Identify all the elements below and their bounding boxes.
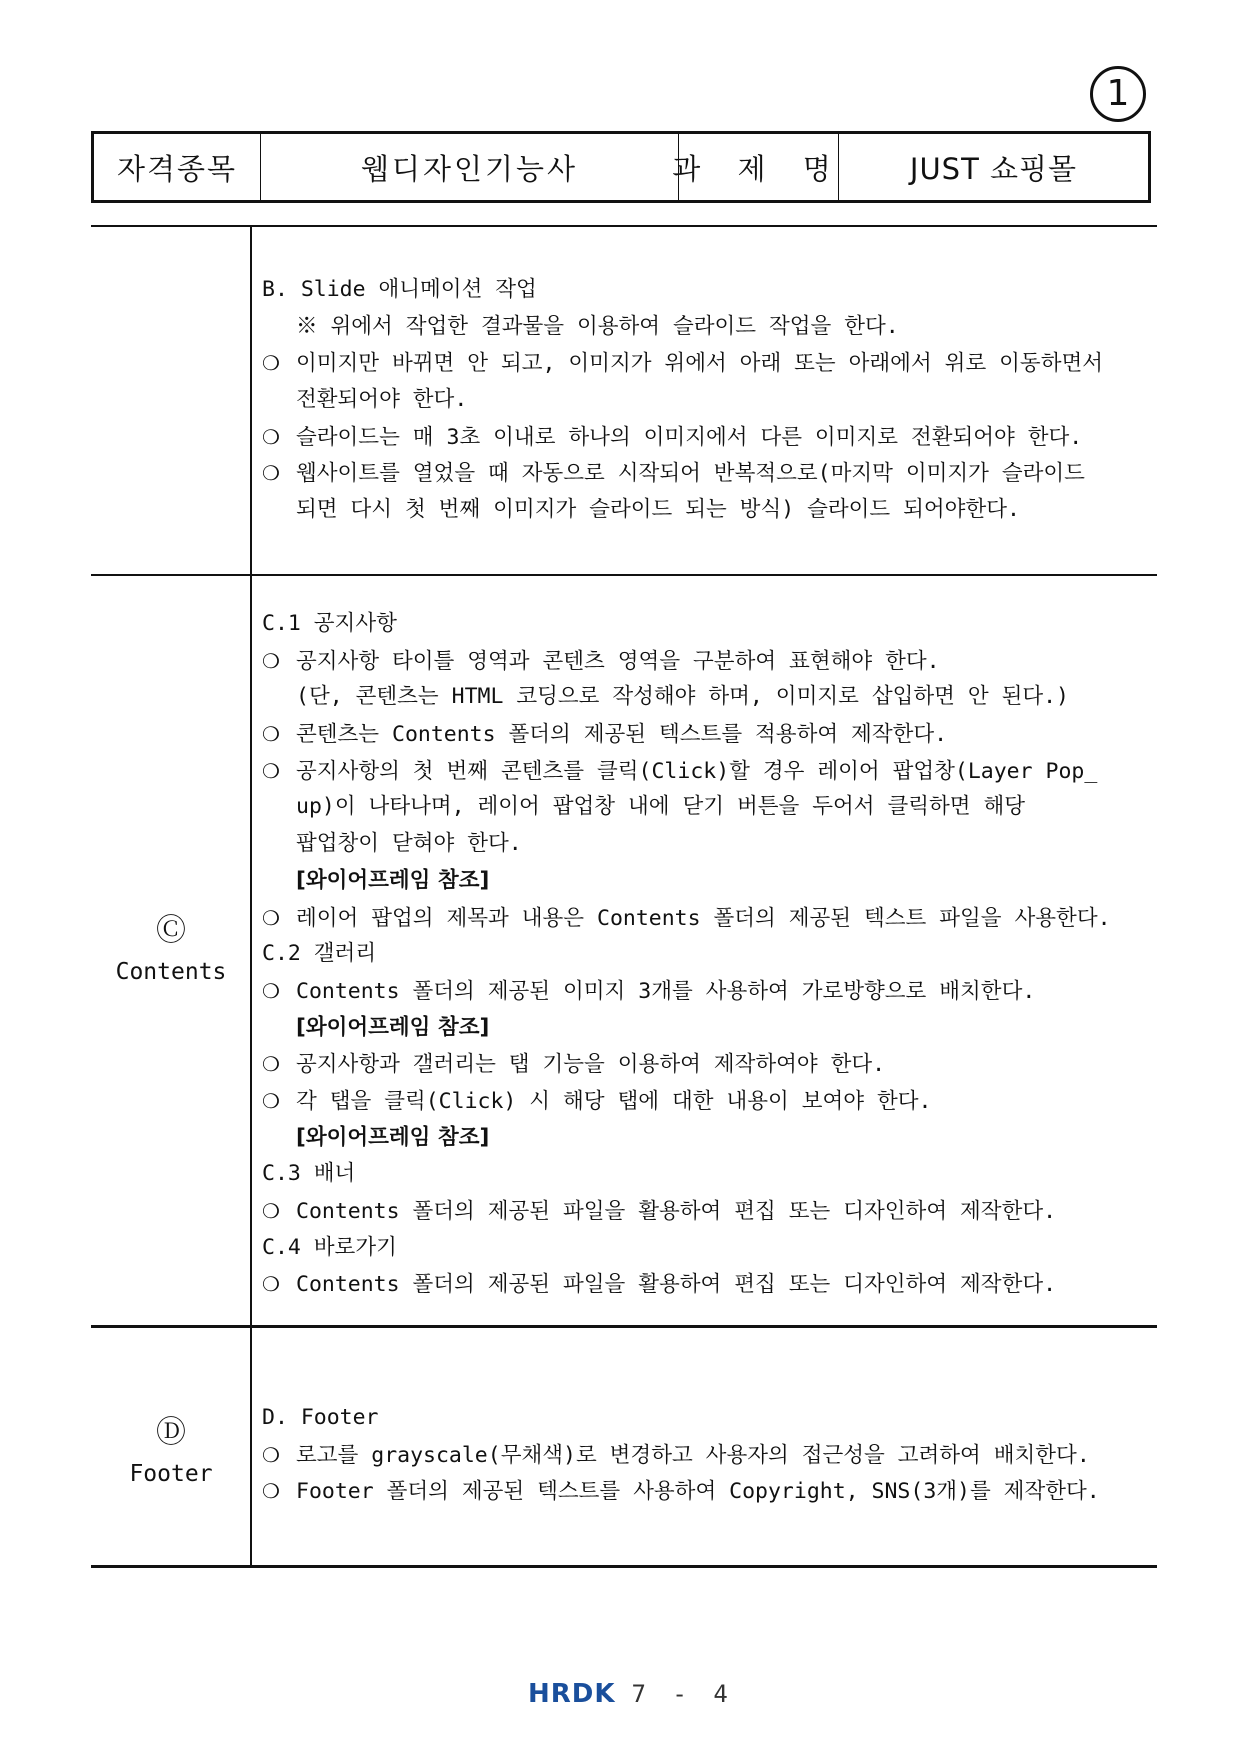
wireframe-reference: [와이어프레임 참조] [296,1014,490,1040]
bullet-item: ❍ Contents 폴더의 제공된 파일을 활용하여 편집 또는 디자인하여 제작한다. [262,1193,1170,1230]
bullet-item: ❍ 웹사이트를 열었을 때 자동으로 시작되어 반복적으로(마지막 이미지가 슬라이드 [262,455,1170,492]
section-d-mark: Ⓓ [156,1415,186,1450]
header-label-title: 과 제 명 [679,134,839,200]
section-d-label [91,1412,251,1490]
section-c-mark: Ⓒ [156,913,186,948]
header-category: 웹디자인기능사 [261,134,679,200]
bullet-item: ❍ 콘텐츠는 Contents 폴더의 제공된 텍스트를 적용하여 제작한다. [262,716,1170,753]
bullet-item: ❍ 이미지만 바뀌면 안 되고, 이미지가 위에서 아래 또는 아래에서 위로 이동하면서 [262,345,1170,382]
circle-bullet-icon: ❍ [262,351,280,376]
bullet-continuation: 전환되어야 한다. [296,387,468,413]
circle-bullet-icon: ❍ [262,905,280,930]
bullet-item: ❍ 공지사항의 첫 번째 콘텐츠를 클릭(Click)할 경우 레이어 팝업창(Layer Pop_ [262,753,1170,790]
header-title: JUST 쇼핑몰 [909,151,1078,186]
circle-bullet-icon: ❍ [262,461,280,486]
note: ※ 위에서 작업한 결과물을 이용하여 슬라이드 작업을 한다. [296,313,899,339]
bullet-continuation: up)이 나타나며, 레이어 팝업창 내에 닫기 버튼을 두어서 클릭하면 해당 [296,794,1026,820]
bullet-item: ❍ 각 탭을 클릭(Click) 시 해당 탭에 대한 내용이 보여야 한다. [262,1083,1170,1120]
bullet-item: ❍ 슬라이드는 매 3초 이내로 하나의 이미지에서 다른 이미지로 전환되어야 한다. [262,419,1170,456]
page-badge: 1 [1090,66,1146,122]
section-c-name: Contents [115,959,227,985]
bullet-continuation: 되면 다시 첫 번째 이미지가 슬라이드 되는 방식) 슬라이드 되어야한다. [296,497,1020,523]
bullet-item: ❍ Contents 폴더의 제공된 이미지 3개를 사용하여 가로방향으로 배치한다. [262,973,1170,1010]
bullet-item: ❍ Contents 폴더의 제공된 파일을 활용하여 편집 또는 디자인하여 제작한다. [262,1266,1170,1303]
section-d-content [262,1400,1170,1510]
section-heading: C.2 갤러리 [262,941,377,967]
circle-bullet-icon: ❍ [262,1088,280,1113]
bullet-item: ❍ 공지사항 타이틀 영역과 콘텐츠 영역을 구분하여 표현해야 한다. [262,643,1170,680]
circle-bullet-icon: ❍ [262,648,280,673]
bullet-continuation: 팝업창이 닫혀야 한다. [296,831,522,857]
circle-bullet-icon: ❍ [262,1479,280,1504]
wireframe-reference: [와이어프레임 참조] [296,867,490,893]
bullet-item: ❍ 공지사항과 갤러리는 탭 기능을 이용하여 제작하여야 한다. [262,1046,1170,1083]
section-c-content [262,606,1170,1303]
column-divider [250,225,252,1567]
section-heading: C.1 공지사항 [262,611,397,636]
circle-bullet-icon: ❍ [262,978,280,1003]
circle-bullet-icon: ❍ [262,1052,280,1077]
section-d-name: Footer [129,1461,213,1487]
bullet-item: ❍ 로고를 grayscale(무채색)로 변경하고 사용자의 접근성을 고려하여 배치한다. [262,1437,1170,1474]
wireframe-reference: [와이어프레임 참조] [296,1124,490,1150]
page-number: 7 - 4 [631,1680,734,1708]
bullet-item: ❍ Footer 폴더의 제공된 텍스트를 사용하여 Copyright, SNS(3개)를 제작한다. [262,1473,1170,1510]
header-label-category: 자격종목 [94,134,261,200]
section-heading: B. Slide 애니메이션 작업 [262,277,537,302]
circle-bullet-icon: ❍ [262,1199,280,1223]
section-b-content [262,272,1170,529]
section-c-label [91,910,251,988]
circle-bullet-icon: ❍ [262,758,280,783]
circle-bullet-icon: ❍ [262,1272,280,1297]
section-heading: C.4 바로가기 [262,1234,397,1260]
bullet-item: ❍ 레이어 팝업의 제목과 내용은 Contents 폴더의 제공된 텍스트 파일을 사용한다. [262,900,1170,937]
header-table [91,131,1151,203]
circle-bullet-icon: ❍ [262,722,280,747]
circle-bullet-icon: ❍ [262,1442,280,1467]
circle-bullet-icon: ❍ [262,424,280,449]
section-heading: C.3 배너 [262,1161,356,1187]
page-footer [528,1679,734,1709]
hrdk-logo: HRDK [528,1679,616,1709]
bullet-continuation: (단, 콘텐츠는 HTML 코딩으로 작성해야 하며, 이미지로 삽입하면 안 된다.) [296,684,1069,710]
section-heading: D. Footer [262,1405,379,1430]
